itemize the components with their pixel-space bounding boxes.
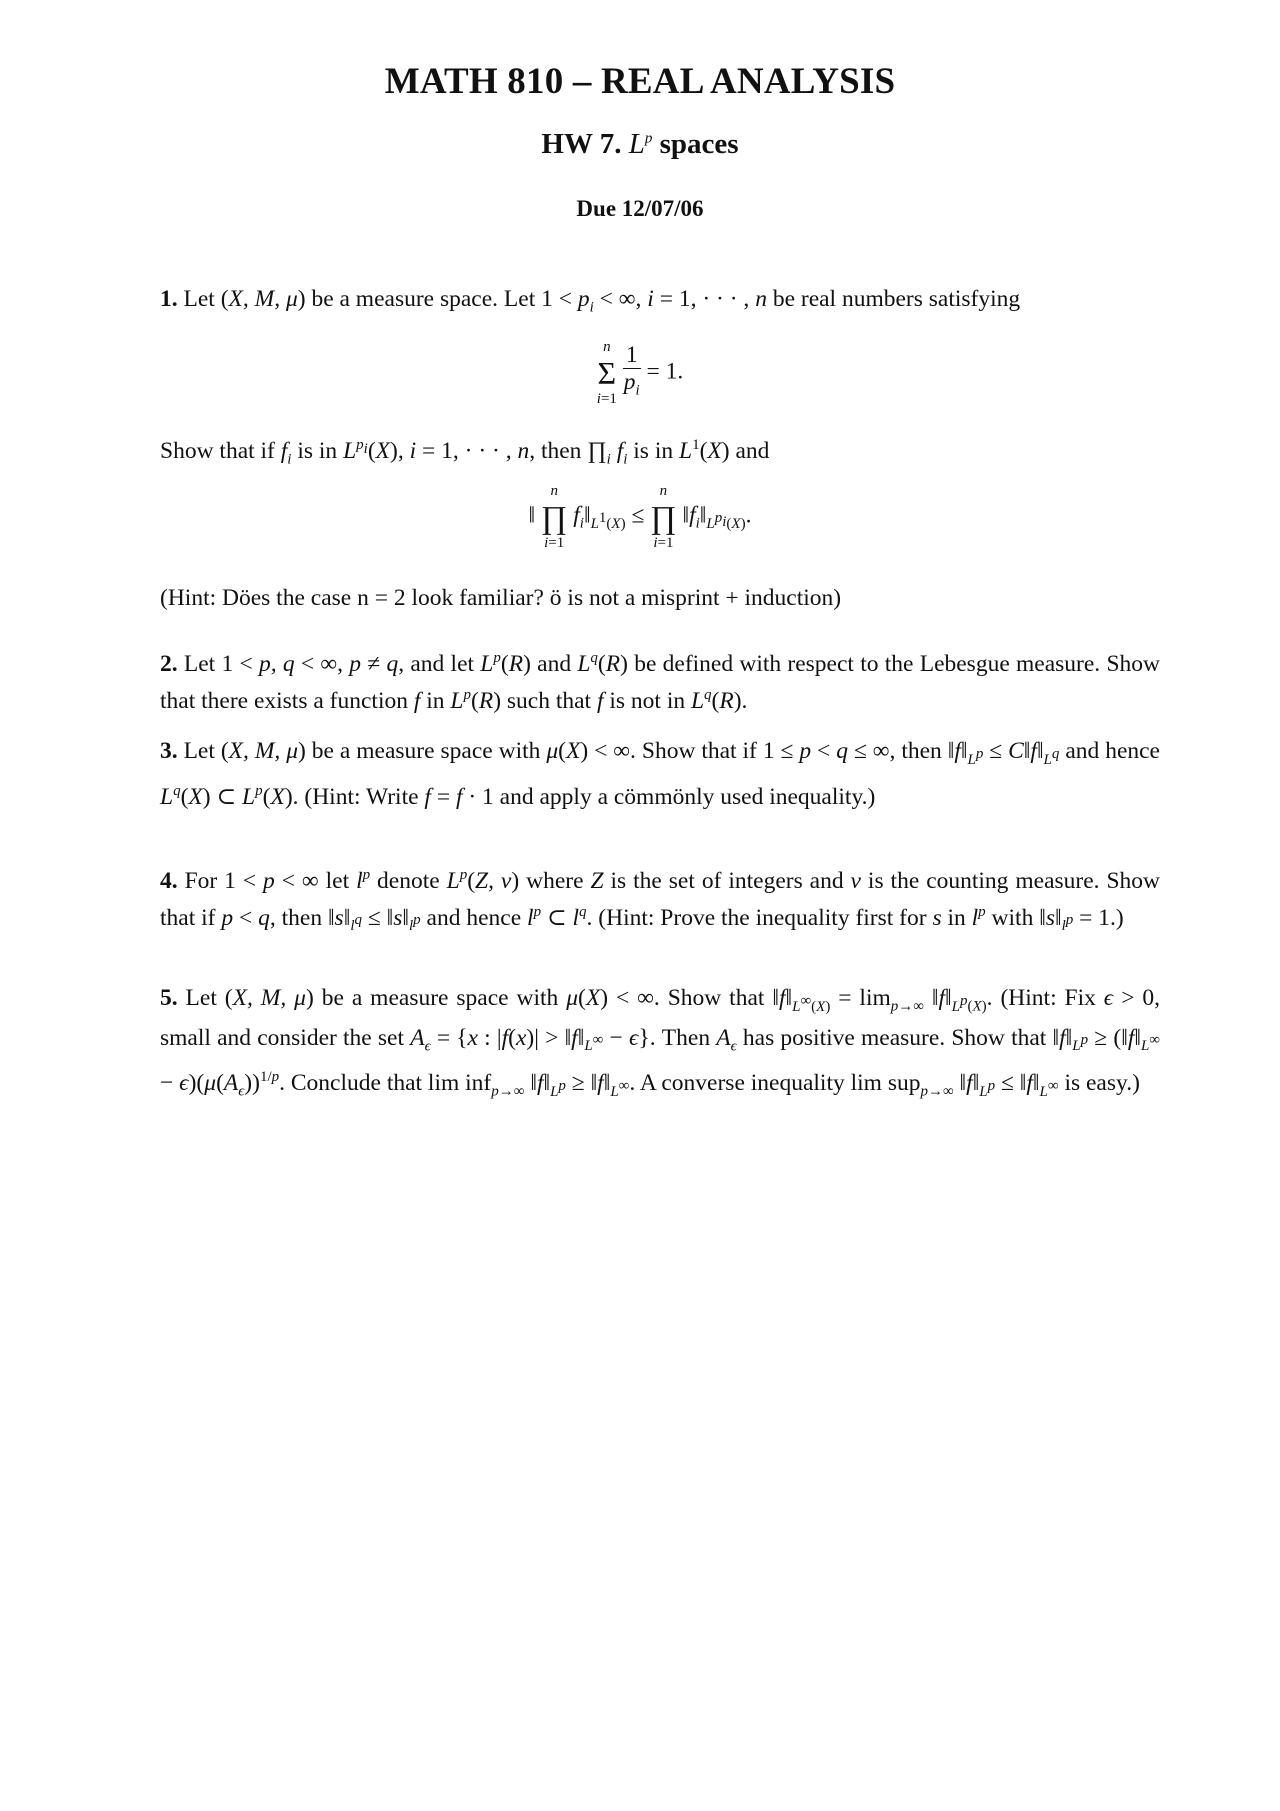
- hw-topic-symbol: $L^p$: [628, 128, 653, 160]
- problem-5-statement: 5. Let (X, M, μ) be a measure space with μ(X) < ∞. Show that $‖f‖_{L^\infty(X)} = \lim_{p\to\infty}$ $‖f‖_{L^p(X)}$. (Hint: Fix ϵ > 0, small and consider the set $A_\epsilon = \{x$ : $|f(x)| > ‖f‖_{L^\infty} - \epsilon$}. Then $A_\epsilon$ has positive measure. Show that $‖f‖_{L^p}$ ≥ $(‖f‖_{L^\infty} - \epsilon)(\mu(A_\epsilon))^{1/p}$. Conclude that lim inf$_{p\to\infty}$ $‖f‖_{L^p}$ ≥ $‖f‖_{L^\infty}$. A converse inequality lim sup$_{p\to\infty}$ $‖f‖_{L^p}$ ≤ $‖f‖_{L^\infty}$ is easy.): [160, 985, 1160, 1100]
- homework-title: [0, 128, 1280, 161]
- problem-4-number: 4.: [160, 867, 178, 894]
- hw-number: HW 7.: [541, 128, 622, 160]
- problem-3-number: 3.: [160, 738, 178, 764]
- problem-1-hint: (Hint: Döes the case n = 2 look familiar? ö is not a misprint + induction): [160, 585, 842, 611]
- problem-3-statement: 3. Let (X, M, μ) be a measure space with μ(X) < ∞. Show that if 1 ≤ p < q ≤ ∞, then $‖f‖_{L^p}$ ≤ $C‖f‖_{L^q}$ and hence $L^q(X)$ ⊂ $L^p(X)$. (Hint: Write f = f · 1 and apply a cömmönly used inequality.): [160, 738, 1160, 810]
- problem-2-statement: 2. Let 1 < p, q < ∞, p ≠ q, and let $L^p(R)$ and $L^q(R)$ be defined with respect to the Lebesgue measure. Show that there exists a function f in $L^p(R)$ such that f is not in $L^q(R)$.: [160, 650, 1160, 714]
- problem-1-show: Show that if $f_i$ is in $L^{p_i}(X)$, i = 1, · · · , n, then $\prod_i$ $f_i$ is in $L^1(X)$ and: [160, 437, 770, 468]
- problem-2-number: 2.: [160, 650, 178, 677]
- problem-1-number: 1.: [160, 286, 178, 312]
- problem-1-product-inequality: ‖ n ∏ i=1 $f_i‖_{L^1(X)}$ ≤ n ∏ i=1 $‖f_i‖_{L^{p_i}(X)}$.: [528, 483, 752, 551]
- problem-4-statement: 4. For 1 < p < ∞ let $l^p$ denote $L^p(Z$, ν) where Z is the set of integers and ν is the counting measure. Show that if p < q, then $‖s‖_{l^q}$ ≤ $‖s‖_{l^p}$ and hence $l^p$ ⊂ $l^q$. (Hint: Prove the inequality first for s in $l^p$ with $‖s‖_{l^p} = 1$.): [160, 867, 1161, 935]
- due-date: Due 12/07/06: [576, 196, 704, 221]
- hw-topic-word: spaces: [659, 128, 739, 160]
- problem-5-number: 5.: [160, 985, 178, 1011]
- course-title: MATH 810 – REAL ANALYSIS: [384, 61, 896, 102]
- problem-1-sum-equation: n Σ i=1 $\frac{1}{p_i}$ = 1.: [596, 339, 684, 407]
- problem-1-statement: 1. Let (X, M, μ) be a measure space. Let $1 < p_i$ < ∞, i = 1, · · · , n be real numbers satisfying: [160, 286, 1021, 316]
